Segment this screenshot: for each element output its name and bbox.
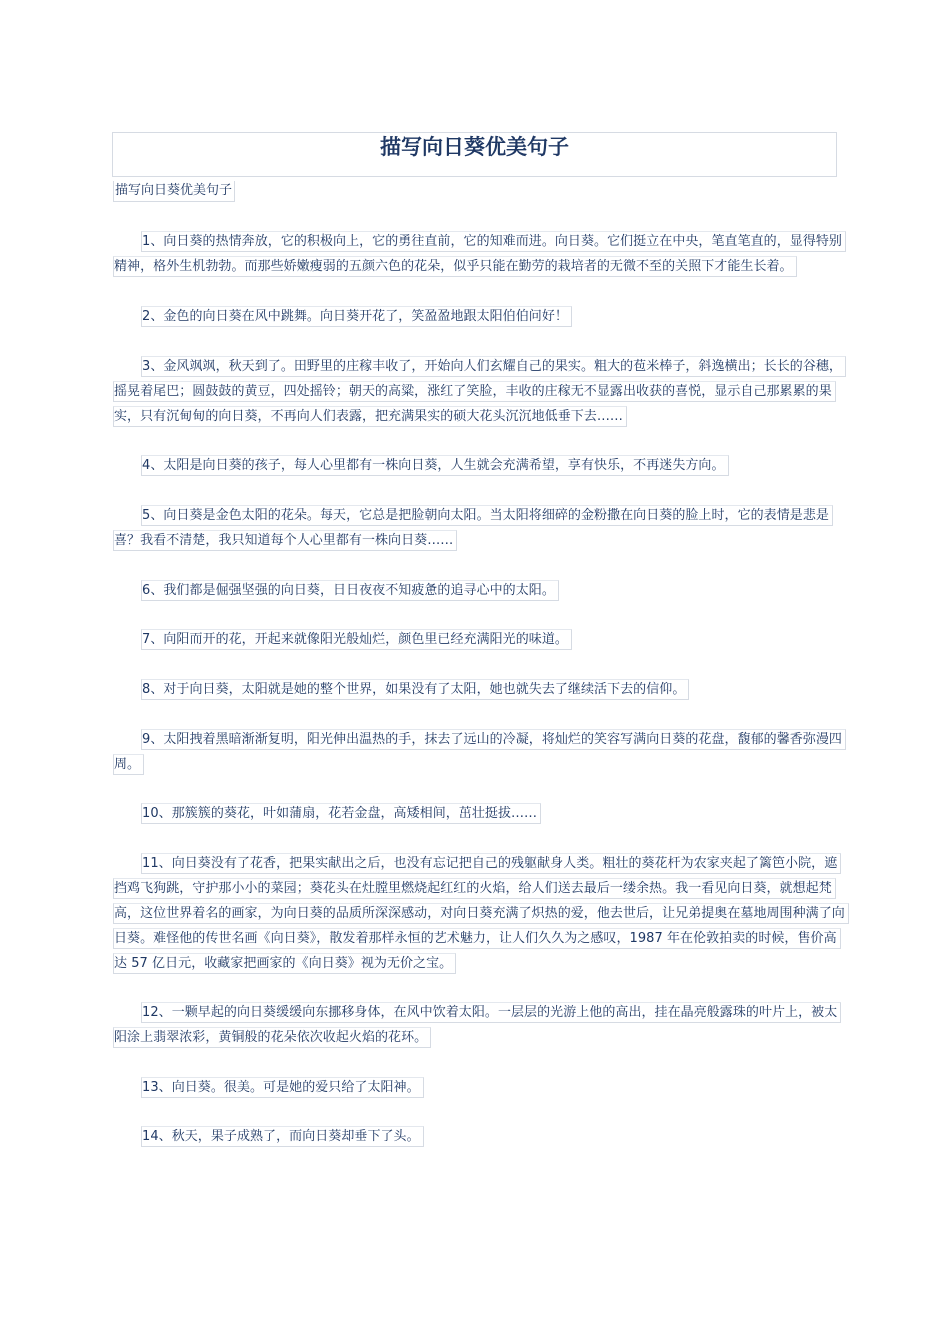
paragraph-text: 10、那簇簇的葵花，叶如蒲扇，花若金盘，高矮相间，茁壮挺拔…… [141,803,541,824]
paragraph-text: 8、对于向日葵，太阳就是她的整个世界，如果没有了太阳，她也就失去了继续活下去的信仰。 [141,679,689,700]
paragraph-8 [113,677,845,702]
paragraph-text: 2、金色的向日葵在风中跳舞。向日葵开花了，笑盈盈地跟太阳伯伯问好！ [141,306,572,327]
paragraph-7 [113,627,845,652]
paragraph-2 [113,304,845,329]
paragraph-text: 3、金风飒飒，秋天到了。田野里的庄稼丰收了，开始向人们玄耀自己的果实。粗大的苞米棒子，斜逸横出；长长的谷穗，摇晃着尾巴；圆鼓鼓的黄豆，四处摇铃；朝天的高粱，涨红了笑脸，丰收的庄稼无不显露出收获的喜悦，显示自己那累累的果实，只有沉甸甸的向日葵，不再向人们表露，把充满果实的硕大花头沉沉地低垂下去…… [113,356,846,427]
paragraph-9 [113,727,845,777]
paragraph-text: 5、向日葵是金色太阳的花朵。每天，它总是把脸朝向太阳。当太阳将细碎的金粉撒在向日葵的脸上时，它的表情是悲是喜？我看不清楚，我只知道每个人心里都有一株向日葵…… [113,505,833,551]
paragraph-4 [113,453,845,478]
title-box [112,132,837,177]
paragraph-text: 1、向日葵的热情奔放，它的积极向上，它的勇往直前，它的知难而进。向日葵。它们挺立在中央，笔直笔直的，显得特别精神，格外生机勃勃。而那些娇嫩瘦弱的五颜六色的花朵，似乎只能在勤劳的栽培者的无微不至的关照下才能生长着。 [113,231,846,277]
paragraph-text: 13、向日葵。很美。可是她的爱只给了太阳神。 [141,1077,424,1098]
paragraph-text: 7、向阳而开的花，开起来就像阳光般灿烂，颜色里已经充满阳光的味道。 [141,629,572,650]
document-title: 描写向日葵优美句子 [380,135,569,159]
paragraph-text: 11、向日葵没有了花香，把果实献出之后，也没有忘记把自己的残躯献身人类。粗壮的葵花杆为农家夹起了篱笆小院，遮挡鸡飞狗跳，守护那小小的菜园；葵花头在灶膛里燃烧起红红的火焰，给人们送去最后一缕余热。我一看见向日葵，就想起梵高，这位世界着名的画家，为向日葵的品质所深深感动，对向日葵充满了炽热的爱，他去世后，让兄弟提奥在墓地周围种满了向日葵。难怪他的传世名画《向日葵》，散发着那样永恒的艺术魅力，让人们久久为之感叹，1987 年在伦敦拍卖的时候，售价高达 57 亿日元，收藏家把画家的《向日葵》视为无价之宝。 [113,853,849,974]
paragraph-11 [113,851,845,976]
paragraph-text: 4、太阳是向日葵的孩子，每人心里都有一株向日葵，人生就会充满希望，享有快乐，不再迷失方向。 [141,455,729,476]
paragraph-3 [113,354,845,429]
paragraph-10 [113,801,845,826]
paragraph-6 [113,578,845,603]
document-subtitle: 描写向日葵优美句子 [113,181,235,202]
paragraph-text: 14、秋天，果子成熟了，而向日葵却垂下了头。 [141,1126,424,1147]
paragraph-text: 6、我们都是倔强坚强的向日葵，日日夜夜不知疲惫的追寻心中的太阳。 [141,580,559,601]
paragraph-text: 12、一颗早起的向日葵缓缓向东挪移身体，在风中饮着太阳。一层层的光游上他的高出，挂在晶亮般露珠的叶片上，被太阳涂上翡翠浓彩，黄铜般的花朵依次收起火焰的花环。 [113,1002,841,1048]
paragraph-14 [113,1124,845,1149]
paragraph-text: 9、太阳拽着黑暗渐渐复明，阳光伸出温热的手，抹去了远山的冷凝，将灿烂的笑容写满向日葵的花盘，馥郁的馨香弥漫四周。 [113,729,846,775]
paragraph-1 [113,229,845,279]
paragraph-13 [113,1075,845,1100]
paragraph-12 [113,1000,845,1050]
paragraph-5 [113,503,845,553]
